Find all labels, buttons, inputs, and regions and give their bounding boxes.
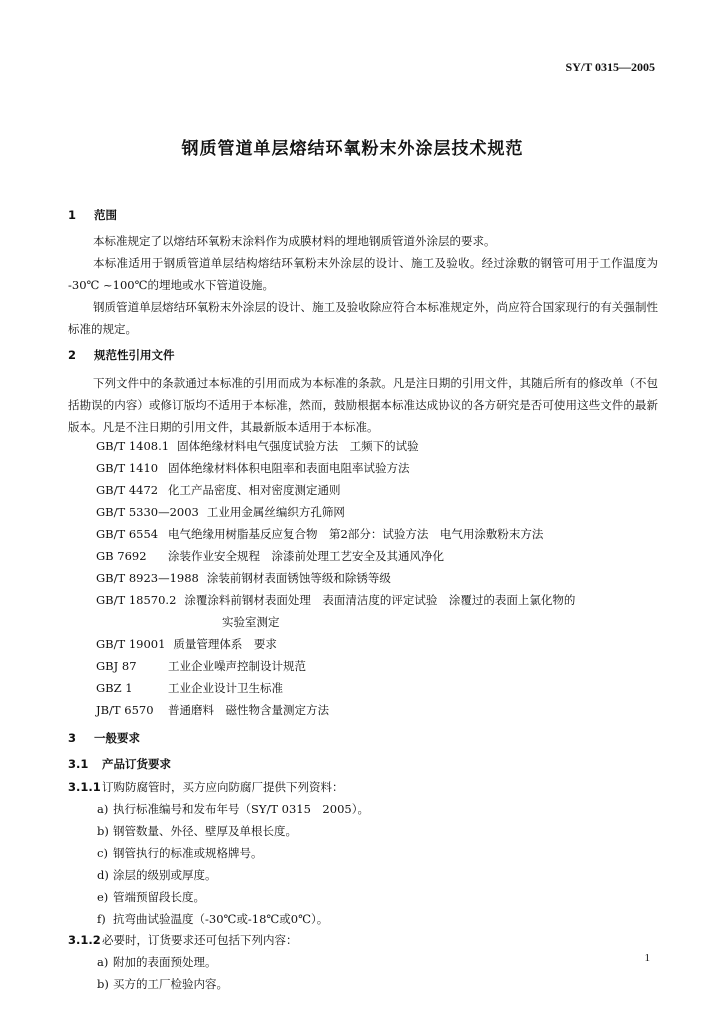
list-item: e) 管端预留段长度。 xyxy=(97,890,205,904)
section-1-heading: 1 范围 xyxy=(68,208,117,222)
reference-item: GBJ 87 工业企业噪声控制设计规范 xyxy=(96,659,306,673)
section-3-heading: 3 一般要求 xyxy=(68,731,140,745)
standard-number: SY/T 0315—2005 xyxy=(565,60,655,74)
section-1-para-1: 本标准规定了以熔结环氧粉末涂料作为成膜材料的埋地钢质管道外涂层的要求。 xyxy=(93,234,496,248)
reference-item-continued: 实验室测定 xyxy=(222,615,280,629)
section-1-para-3: 钢质管道单层熔结环氧粉末外涂层的设计、施工及验收除应符合本标准规定外，尚应符合国家现行的有关强制性标准的规定。 xyxy=(68,300,658,336)
subsection-3-1-heading: 3.1 产品订货要求 xyxy=(68,757,171,771)
clause-3-1-1: 3.1.1订购防腐管时，买方应向防腐厂提供下列资料： xyxy=(68,780,344,794)
list-item: d) 涂层的级别或厚度。 xyxy=(97,868,217,882)
reference-item: GB/T 1410 固体绝缘材料体积电阻率和表面电阻率试验方法 xyxy=(96,461,410,475)
reference-item: GB/T 18570.2 涂覆涂料前钢材表面处理 表面清洁度的评定试验 涂覆过的表面上氯化物的 xyxy=(96,593,576,607)
reference-item: GB/T 1408.1 固体绝缘材料电气强度试验方法 工频下的试验 xyxy=(96,439,419,453)
reference-item: GB/T 8923—1988 涂装前钢材表面锈蚀等级和除锈等级 xyxy=(96,571,391,585)
document-title: 钢质管道单层熔结环氧粉末外涂层技术规范 xyxy=(181,139,524,159)
list-item: f) 抗弯曲试验温度（-30℃或-18℃或0℃）。 xyxy=(97,912,329,926)
section-1-para-2: 本标准适用于钢质管道单层结构熔结环氧粉末外涂层的设计、施工及验收。经过涂敷的钢管可用于工作温度为 -30℃ ~100℃的埋地或水下管道设施。 xyxy=(68,256,658,292)
list-item: b) 买方的工厂检验内容。 xyxy=(97,977,228,991)
list-item: b) 钢管数量、外径、壁厚及单根长度。 xyxy=(97,824,297,838)
reference-item: GB 7692 涂装作业安全规程 涂漆前处理工艺安全及其通风净化 xyxy=(96,549,444,563)
reference-item: GBZ 1 工业企业设计卫生标准 xyxy=(96,681,283,695)
reference-item: GB/T 4472 化工产品密度、相对密度测定通则 xyxy=(96,483,341,497)
reference-item: GB/T 5330—2003 工业用金属丝编织方孔筛网 xyxy=(96,505,345,519)
section-2-heading: 2 规范性引用文件 xyxy=(68,348,175,362)
document-body xyxy=(68,0,658,1024)
reference-item: GB/T 6554 电气绝缘用树脂基反应复合物 第2部分：试验方法 电气用涂敷粉末方法 xyxy=(96,527,544,541)
clause-3-1-2: 3.1.2必要时，订货要求还可包括下列内容： xyxy=(68,933,298,947)
list-item: a) 执行标准编号和发布年号（SY/T 0315 2005）。 xyxy=(97,802,369,816)
page-number: 1 xyxy=(644,952,650,964)
reference-item: JB/T 6570 普通磨料 磁性物含量测定方法 xyxy=(96,703,329,717)
section-2-para-1: 下列文件中的条款通过本标准的引用而成为本标准的条款。凡是注日期的引用文件，其随后所有的修改单（不包括勘误的内容）或修订版均不适用于本标准，然而，鼓励根据本标准达成协议的各方研究是否可使用这些文件的最新版本。凡是不注日期的引用文件，其最新版本适用于本标准。 xyxy=(68,376,658,434)
list-item: a) 附加的表面预处理。 xyxy=(97,955,217,969)
reference-item: GB/T 19001 质量管理体系 要求 xyxy=(96,637,277,651)
list-item: c) 钢管执行的标准或规格牌号。 xyxy=(97,846,263,860)
